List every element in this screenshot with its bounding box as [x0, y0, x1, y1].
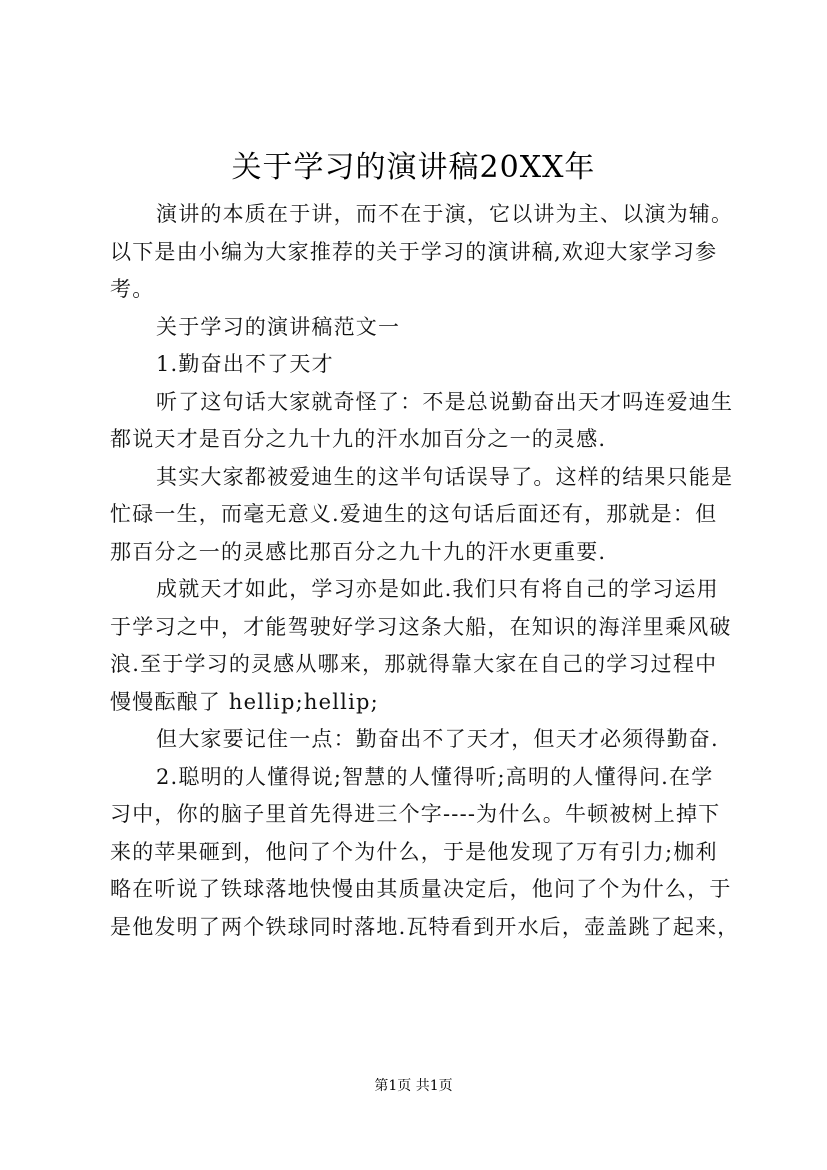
- paragraph-line: 于学习之中，才能驾驶好学习这条大船，在知识的海洋里乘风破: [110, 614, 732, 639]
- paragraph-line: 听了这句话大家就奇怪了：不是总说勤奋出天才吗连爱迪生: [156, 389, 734, 414]
- paragraph-line: 2.聪明的人懂得说;智慧的人懂得听;高明的人懂得问.在学: [156, 764, 714, 789]
- paragraph-line: 演讲的本质在于讲，而不在于演，它以讲为主、以演为辅。: [156, 202, 734, 226]
- paragraph-line: 略在听说了铁球落地快慢由其质量决定后，他问了个为什么，于: [110, 877, 732, 901]
- paragraph-line: 来的苹果砸到，他问了个为什么，于是他发现了万有引力;枷利: [110, 839, 718, 864]
- document-title: 关于学习的演讲稿20XX年: [231, 150, 596, 185]
- paragraph-line: 忙碌一生，而毫无意义.爱迪生的这句话后面还有，那就是：但: [110, 502, 718, 526]
- paragraph-line: 以下是由小编为大家推荐的关于学习的演讲稿,欢迎大家学习参: [110, 239, 718, 264]
- paragraph-line: 那百分之一的灵感比那百分之九十九的汗水更重要.: [110, 539, 607, 564]
- paragraph-line: 都说天才是百分之九十九的汗水加百分之一的灵感.: [110, 427, 607, 451]
- paragraph-line: 但大家要记住一点：勤奋出不了天才，但天才必须得勤奋.: [156, 727, 719, 751]
- section-heading: 关于学习的演讲稿范文一: [156, 314, 401, 339]
- page-footer: 第1页 共1页: [374, 1078, 453, 1094]
- subsection-heading: 1.勤奋出不了天才: [156, 352, 334, 376]
- paragraph-line: 成就天才如此，学习亦是如此.我们只有将自己的学习运用: [156, 577, 719, 601]
- paragraph-line: 考。: [110, 277, 155, 301]
- paragraph-line: 其实大家都被爱迪生的这半句话误导了。这样的结果只能是: [156, 464, 734, 489]
- paragraph-line: 是他发明了两个铁球同时落地.瓦特看到开水后，壶盖跳了起来，: [110, 914, 740, 939]
- document-body: [110, 196, 740, 946]
- paragraph-line: 浪.至于学习的灵感从哪来，那就得靠大家在自己的学习过程中: [110, 652, 718, 676]
- paragraph-line: 慢慢酝酿了 hellip;hellip;: [110, 689, 379, 714]
- paragraph-line: 习中，你的脑子里首先得进三个字----为什么。牛顿被树上掉下: [110, 802, 721, 826]
